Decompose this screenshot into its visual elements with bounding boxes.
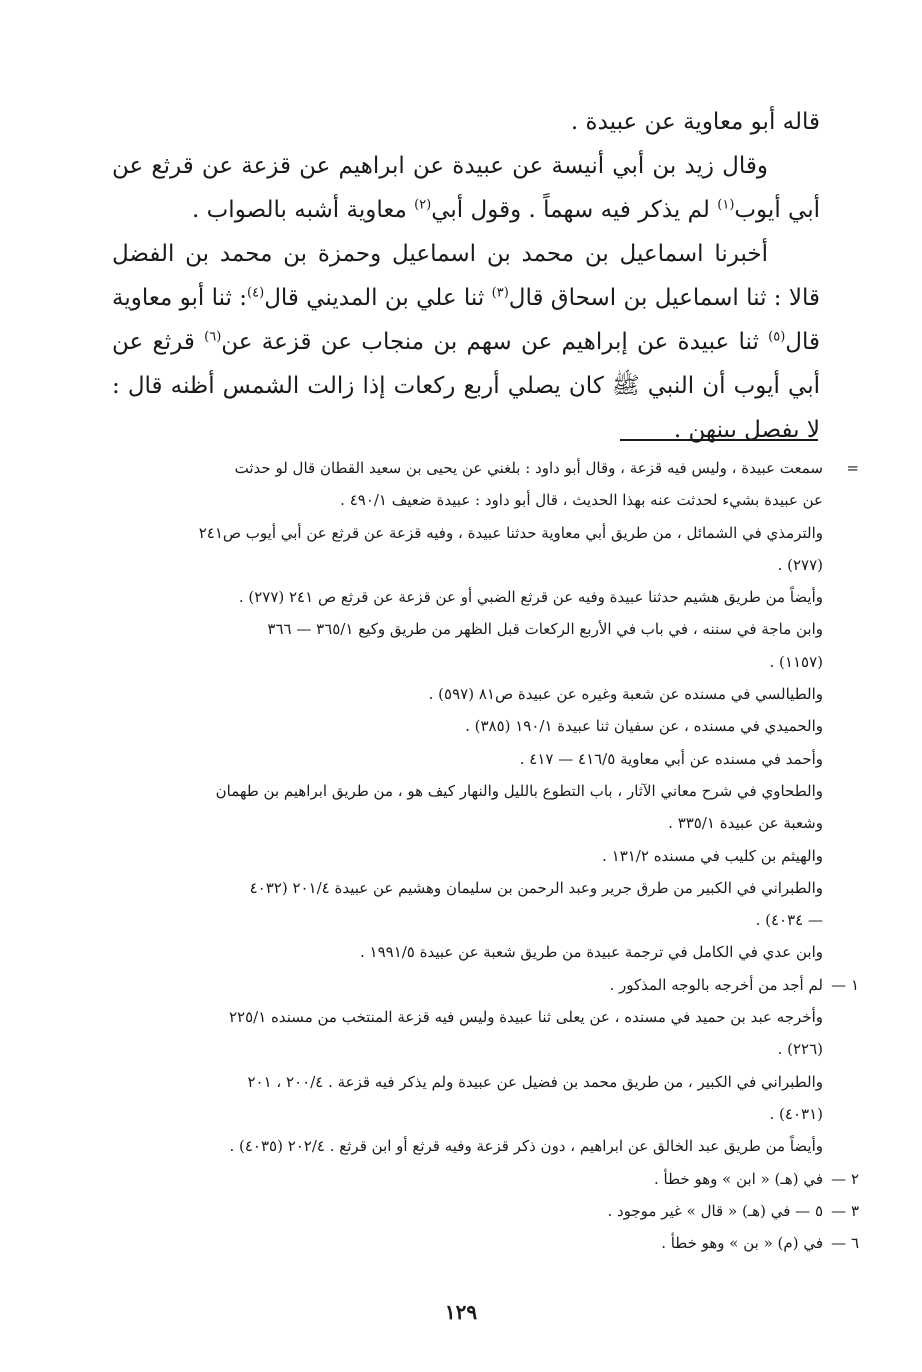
footnote-text: وأيضاً من طريق هشيم حدثنا عبيدة وفيه عن قرثع الضبي أو عن قزعة عن قرثع ص ٢٤١ (٢٧٧) . [238,588,823,607]
footnote-text: عن عبيدة بشيء لحدثت عنه بهذا الحديث ، قال أبو داود : عبيدة ضعيف ٤٩٠/١ . [340,491,823,510]
footnote-text: وأخرجه عبد بن حميد في مسنده ، عن يعلى ثنا عبيدة وليس فيه قزعة المنتخب من مسنده ٢٢٥/١ [229,1008,823,1027]
footnote-line [115,1227,859,1259]
paragraph-2 [112,144,820,232]
footnote-text: (٢٧٧) . [777,555,823,574]
footnote-separator [620,439,818,441]
footnote-line [115,646,823,678]
footnote-marker: ٣ — [831,1201,859,1220]
paragraph-2-text: لم يذكر فيه سهماً . وقول أبي [431,197,718,223]
footnote-line [115,710,823,742]
footnote-text: في (م) « بن » وهو خطأ . [661,1234,823,1253]
footnote-marker: = [846,459,859,477]
page-number: ١٢٩ [444,1300,478,1324]
footnote-line [115,1163,859,1195]
footnote-line [115,1033,823,1065]
footnote-line [115,936,823,968]
footnote-text: والهيثم بن كليب في مسنده ١٣١/٢ . [602,846,823,865]
footnote-line [115,743,823,775]
footnote-line [115,872,823,904]
paragraph-3-text: أخبرنا اسماعيل بن محمد بن اسماعيل وحمزة بن محمد بن الفضل قالا : ثنا اسماعيل بن اسحاق قال [112,241,821,311]
footnotes [115,452,859,1259]
footnote-text: والحميدي في مسنده ، عن سفيان ثنا عبيدة ١٩٠/١ (٣٨٥) . [465,717,823,736]
footnote-line [115,484,823,516]
footnote-text: وأحمد في مسنده عن أبي معاوية ٤١٦/٥ — ٤١٧ . [519,749,823,768]
footnote-ref-1: (١) [717,197,735,213]
footnote-text: والطبراني في الكبير من طرق جرير وعبد الرحمن بن سليمان وهشيم عن عبيدة ٢٠١/٤ (٤٠٣٢ [249,878,823,897]
footnote-ref-2: (٢) [414,197,432,213]
main-text [112,100,820,452]
footnote-line [115,969,859,1001]
footnote-line [115,1098,823,1130]
footnote-line [115,1195,859,1227]
footnote-line [115,1001,823,1033]
paragraph-3-text: ثنا علي بن المديني قال [264,285,492,311]
paragraph-2-text: معاوية أشبه بالصواب . [192,197,415,223]
footnote-ref-3: (٣) [491,285,509,301]
footnote-text: — ٤٠٣٤) . [755,911,823,930]
footnote-marker: ٦ — [831,1234,859,1253]
footnote-marker: ١ — [831,975,859,994]
footnote-line [115,1130,823,1162]
footnote-ref-4: (٤) [247,285,265,301]
footnote-text: (٤٠٣١) . [769,1104,823,1123]
footnote-ref-6: (٦) [204,329,222,345]
paragraph-3-text: قرثع عن أبي أيوب أن النبي ﷺ كان يصلي أربع ركعات إذا زالت الشمس أظنه قال : لا يفصل بينهن . [112,329,820,443]
footnote-text: وابن عدي في الكامل في ترجمة عبيدة من طريق شعبة عن عبيدة ١٩٩١/٥ . [359,943,823,962]
footnote-text: في (هـ) « ابن » وهو خطأ . [654,1169,823,1188]
footnote-text: (١١٥٧) . [769,652,823,671]
footnote-line [115,807,823,839]
footnote-text: (٢٢٦) . [777,1040,823,1059]
footnote-line [115,452,859,484]
footnote-text: لم أجد من أخرجه بالوجه المذكور . [609,975,823,994]
footnote-line [115,549,823,581]
paragraph-3-text: : ثنا أبو معاوية قال [112,285,820,355]
paragraph-1 [112,100,820,144]
footnote-text: وشعبة عن عبيدة ٣٣٥/١ . [668,814,823,833]
footnote-ref-5: (٥) [768,329,786,345]
footnote-text: والطبراني في الكبير ، من طريق محمد بن فضيل عن عبيدة ولم يذكر فيه قزعة . ٢٠٠/٤ ، ٢٠١ [247,1072,823,1091]
footnote-text: وابن ماجة في سننه ، في باب في الأربع الركعات قبل الظهر من طريق وكيع ٣٦٥/١ — ٣٦٦ [267,620,823,639]
footnote-text: والترمذي في الشمائل ، من طريق أبي معاوية حدثنا عبيدة ، وفيه قزعة عن قرثع عن أبي أيوب ص٢٤١ [198,523,823,542]
footnote-line [115,840,823,872]
footnote-line [115,775,823,807]
footnote-text: والطيالسي في مسنده عن شعبة وغيره عن عبيدة ص٨١ (٥٩٧) . [428,685,823,704]
footnote-text: ٥ — في (هـ) « قال » غير موجود . [607,1201,823,1220]
footnote-marker: ٢ — [831,1169,859,1188]
footnote-line [115,678,823,710]
paragraph-1-text: قاله أبو معاوية عن عبيدة . [570,109,820,135]
footnote-line [115,517,823,549]
footnote-text: وأيضاً من طريق عبد الخالق عن ابراهيم ، دون ذكر قزعة وفيه قرثع أو ابن قرثع . ٢٠٢/٤ (٤٠٣٥) . [229,1137,823,1156]
footnote-text: والطحاوي في شرح معاني الآثار ، باب التطوع بالليل والنهار كيف هو ، من طريق ابراهيم بن طهمان [215,781,823,800]
footnote-line [115,581,823,613]
footnote-text: سمعت عبيدة ، وليس فيه قزعة ، وقال أبو داود : بلغني عن يحيى بن سعيد القطان قال لو حدثت [234,459,823,477]
footnote-line [115,1066,823,1098]
paragraph-2-text: وقال زيد بن أبي أنيسة عن عبيدة عن ابراهيم عن قزعة عن قرثع عن أبي أيوب [112,153,820,223]
paragraph-3 [112,232,820,452]
paragraph-3-text: ثنا عبيدة عن إبراهيم عن سهم بن منجاب عن قزعة عن [221,329,769,355]
footnote-line [115,904,823,936]
footnote-line [115,613,823,645]
